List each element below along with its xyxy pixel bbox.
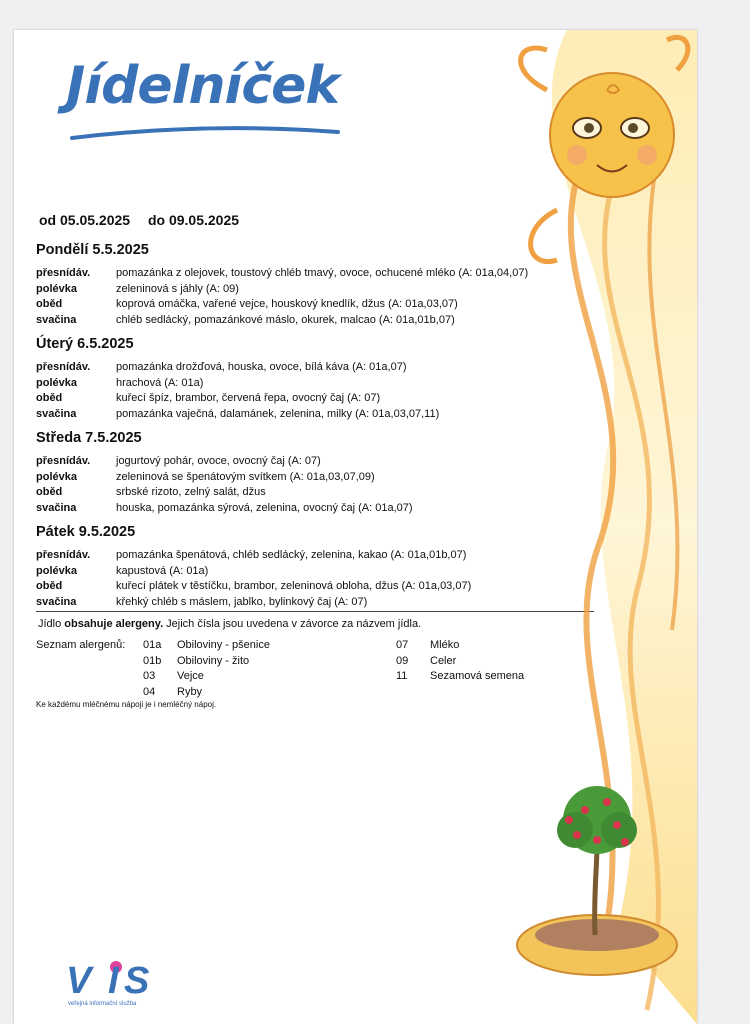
meal-row: svačina pomazánka vaječná, dalamánek, zelenina, milky (A: 01a,03,07,11) <box>36 407 440 420</box>
meal-row: svačina chléb sedlácký, pomazánkové máslo, okurek, malcao (A: 01a,01b,07) <box>36 313 455 326</box>
allergen-item: 01b Obiloviny - žito <box>143 654 250 667</box>
svg-text:I: I <box>108 960 119 1001</box>
allergen-item: 01a Obiloviny - pšenice <box>143 639 270 651</box>
meal-row: oběd kuřecí špíz, brambor, červená řepa, ovocný čaj (A: 07) <box>36 392 381 404</box>
svg-text:S: S <box>124 960 150 1001</box>
allergen-list-label: Seznam alergenů: <box>36 639 126 651</box>
day-heading: Pondělí 5.5.2025 <box>36 242 149 258</box>
allergen-list-left <box>143 638 270 700</box>
meal-row: přesnídáv. pomazánka špenátová, chléb sedlácký, zelenina, kakao (A: 01a,01b,07) <box>36 549 467 561</box>
day-heading: Pátek 9.5.2025 <box>36 524 136 540</box>
meal-row: přesnídáv. jogurtový pohár, ovoce, ovocný čaj (A: 07) <box>36 455 321 467</box>
meal-row: oběd srbské rizoto, zelný salát, džus <box>36 486 266 498</box>
date-to: do 09.05.2025 <box>147 212 240 228</box>
svg-text:V: V <box>66 960 92 1001</box>
meal-row: přesnídáv. pomazánka z olejovek, toustový chléb tmavý, ovoce, ochucené mléko (A: 01a,04,07) <box>36 267 529 279</box>
allergen-item: 04 Ryby <box>143 685 203 698</box>
meal-row: svačina křehký chléb s máslem, jablko, bylinkový čaj (A: 07) <box>36 595 368 608</box>
meal-row: polévka hrachová (A: 01a) <box>36 376 204 389</box>
date-range <box>39 212 253 228</box>
meal-row: přesnídáv. pomazánka drožďová, houska, ovoce, bílá káva (A: 01a,07) <box>36 361 407 373</box>
day-heading: Úterý 6.5.2025 <box>36 336 134 352</box>
title-swoosh <box>70 122 340 142</box>
meal-row: polévka zeleninová s jáhly (A: 09) <box>36 282 239 295</box>
allergen-note: Jídlo obsahuje alergeny. Jejich čísla jsou uvedena v závorce za názvem jídla. <box>38 618 422 630</box>
footnote: Ke každému mléčnému nápoji je i nemléčný nápoj. <box>36 700 217 709</box>
allergen-item: 11 Sezamová semena <box>396 670 525 682</box>
allergen-item: 09 Celer <box>396 654 457 667</box>
meal-row: svačina houska, pomazánka sýrová, zelenina, ovocný čaj (A: 01a,07) <box>36 501 413 514</box>
day-heading: Středa 7.5.2025 <box>36 430 142 446</box>
vis-logo <box>64 955 164 1006</box>
date-from: od 05.05.2025 <box>39 212 131 228</box>
meal-row: oběd kuřecí plátek v těstíčku, brambor, zeleninová obloha, džus (A: 01a,03,07) <box>36 580 472 592</box>
allergen-item: 07 Mléko <box>396 639 460 651</box>
page-title: Jídelníček <box>66 56 340 116</box>
sun-face-illustration <box>447 30 697 1024</box>
logo-subtitle: veřejná informační služba <box>68 1001 137 1007</box>
menu-sheet <box>14 30 697 1024</box>
meal-row: oběd koprová omáčka, vařené vejce, houskový knedlík, džus (A: 01a,03,07) <box>36 298 458 310</box>
meal-row: polévka kapustová (A: 01a) <box>36 564 209 577</box>
vis-logo-mark <box>64 955 164 1001</box>
meal-row: polévka zeleninová se špenátovým svítkem (A: 01a,03,07,09) <box>36 470 375 483</box>
allergen-item: 03 Vejce <box>143 670 204 682</box>
